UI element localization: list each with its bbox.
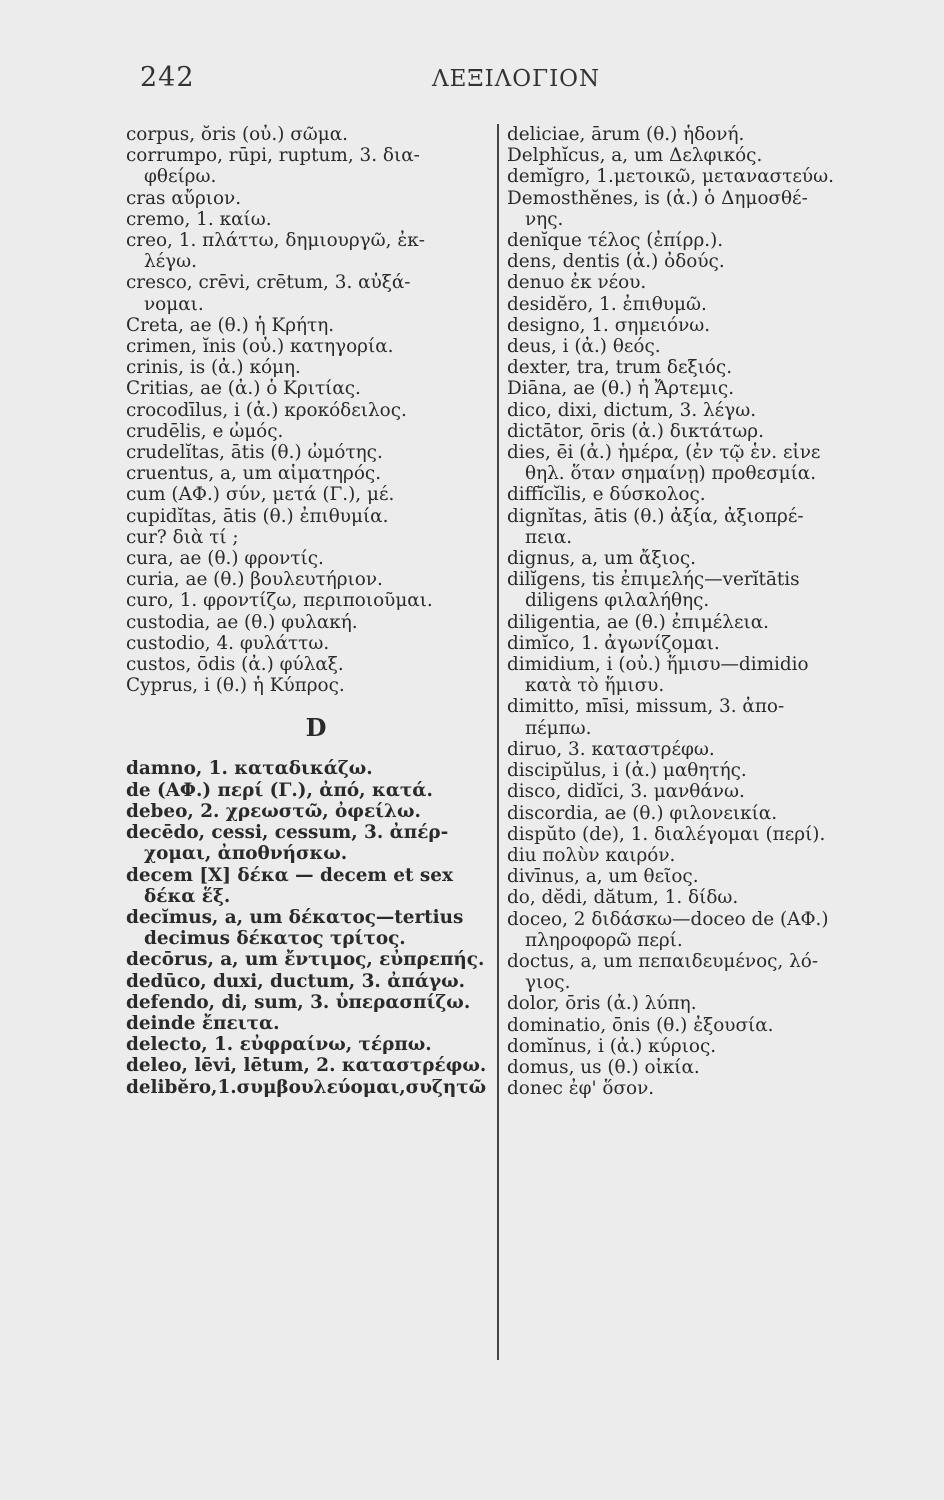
entry-headline: custodia, ae (θ.) φυλακή. xyxy=(126,611,358,633)
entry-headline: deleo, lēvi, lētum, 2. καταστρέφω. xyxy=(126,1055,487,1077)
dictionary-entry xyxy=(507,188,887,230)
entry-continuation: γιος. xyxy=(525,972,571,994)
dictionary-entry xyxy=(507,272,887,293)
entry-headline: Creta, ae (θ.) ἡ Κρήτη. xyxy=(126,314,335,336)
entry-headline: curia, ae (θ.) βουλευτήριον. xyxy=(126,569,383,591)
entry-headline: Demosthĕnes, is (ἀ.) ὁ Δημοσθέ- xyxy=(507,187,808,209)
entry-headline: divīnus, a, um θεῖος. xyxy=(507,866,699,888)
entry-continuation: diligens φιλαλήθης. xyxy=(525,590,710,612)
entry-headline: decĭmus, a, um δέκατος—tertius xyxy=(126,906,464,928)
dictionary-entry xyxy=(126,357,498,378)
dictionary-entry xyxy=(507,251,887,272)
entry-headline: doceo, 2 διδάσκω—doceo de (ΑΦ.) xyxy=(507,908,829,930)
entry-headline: deinde ἔπειτα. xyxy=(126,1012,280,1034)
dictionary-entry xyxy=(126,590,498,611)
entry-headline: dexter, tra, trum δεξιός. xyxy=(507,357,733,379)
dictionary-entry xyxy=(507,421,887,442)
entry-continuation: δέκα ἕξ. xyxy=(144,885,231,907)
entry-headline: dignĭtas, ātis (θ.) ἀξία, ἀξιοπρέ- xyxy=(507,505,804,527)
dictionary-entry xyxy=(507,909,887,951)
dictionary-entry xyxy=(507,124,887,145)
dictionary-entry xyxy=(507,357,887,378)
dictionary-entry xyxy=(126,675,498,696)
entry-headline: desidĕro, 1. ἐπιθυμῶ. xyxy=(507,293,707,315)
entry-headline: crinis, is (ἀ.) κόμη. xyxy=(126,357,301,379)
entry-headline: dispŭto (de), 1. διαλέγομαι (περί). xyxy=(507,823,826,845)
dictionary-entry xyxy=(507,336,887,357)
dictionary-entry xyxy=(126,272,498,314)
dictionary-entry xyxy=(126,971,498,992)
entry-headline: deliciae, ārum (θ.) ἡδονή. xyxy=(507,124,745,145)
dictionary-entry xyxy=(126,907,498,949)
entry-continuation: θηλ. ὅταν σημαίνῃ) προθεσμία. xyxy=(525,463,817,485)
entry-headline: dictātor, ōris (ἀ.) δικτάτωρ. xyxy=(507,420,764,442)
dictionary-entry xyxy=(126,801,498,822)
entry-headline: do, dĕdi, dătum, 1. δίδω. xyxy=(507,887,739,909)
dictionary-entry xyxy=(126,442,498,463)
dictionary-entry xyxy=(507,569,887,611)
dictionary-entry xyxy=(126,548,498,569)
dictionary-entry xyxy=(507,1078,887,1099)
left-entries-top xyxy=(126,124,498,696)
dictionary-entry xyxy=(126,527,498,548)
entry-headline: cura, ae (θ.) φροντίς. xyxy=(126,548,324,570)
dictionary-entry xyxy=(126,421,498,442)
dictionary-entry xyxy=(507,506,887,548)
dictionary-entry xyxy=(126,336,498,357)
entry-headline: damno, 1. καταδικάζω. xyxy=(126,758,373,780)
dictionary-entry xyxy=(507,696,887,738)
entry-headline: dedūco, duxi, ductum, 3. ἀπάγω. xyxy=(126,970,466,992)
entry-headline: de (ΑΦ.) περί (Γ.), ἀπό, κατά. xyxy=(126,779,433,801)
entry-continuation: νης. xyxy=(525,208,564,230)
entry-headline: disco, didĭci, 3. μανθάνω. xyxy=(507,781,745,803)
entry-headline: demĭgro, 1.μετοικῶ, μεταναστεύω. xyxy=(507,166,834,188)
entry-continuation: πεια. xyxy=(525,526,573,548)
left-entries-bottom xyxy=(126,758,498,1097)
dictionary-entry xyxy=(507,1015,887,1036)
dictionary-entry xyxy=(507,654,887,696)
entry-headline: crudēlis, e ὠμός. xyxy=(126,420,284,442)
dictionary-entry xyxy=(126,1055,498,1076)
entry-headline: designo, 1. σημειόνω. xyxy=(507,314,711,336)
dictionary-entry xyxy=(126,1013,498,1034)
entry-headline: deus, i (ἀ.) θεός. xyxy=(507,336,661,358)
entry-continuation: νομαι. xyxy=(144,293,204,315)
dictionary-entry xyxy=(507,230,887,251)
entry-headline: crudelĭtas, ātis (θ.) ὠμότης. xyxy=(126,442,383,464)
entry-headline: decēdo, cessi, cessum, 3. ἀπέρ- xyxy=(126,822,449,844)
dictionary-entry xyxy=(126,758,498,779)
entry-headline: dilĭgens, tis ἐπιμελής—verĭtātis xyxy=(507,569,800,591)
entry-headline: cruentus, a, um αἱματηρός. xyxy=(126,463,382,485)
dictionary-entry xyxy=(126,230,498,272)
dictionary-entry xyxy=(507,294,887,315)
page-number: 242 xyxy=(140,62,195,93)
dictionary-entry xyxy=(126,865,498,907)
entry-headline: dimidium, i (οὐ.) ἥμισυ—dimidio xyxy=(507,654,809,676)
entry-headline: Critias, ae (ἀ.) ὁ Κριτίας. xyxy=(126,378,361,400)
dictionary-entry xyxy=(507,612,887,633)
dictionary-entry xyxy=(507,378,887,399)
dictionary-entry xyxy=(126,780,498,801)
entry-headline: curo, 1. φροντίζω, περιποιοῦμαι. xyxy=(126,590,433,612)
dictionary-entry xyxy=(126,569,498,590)
entry-headline: cur? διὰ τί ; xyxy=(126,526,239,548)
entry-headline: crimen, ĭnis (οὐ.) κατηγορία. xyxy=(126,336,394,358)
dictionary-entry xyxy=(507,781,887,802)
entry-headline: debeo, 2. χρεωστῶ, ὀφείλω. xyxy=(126,800,421,822)
dictionary-entry xyxy=(507,803,887,824)
entry-headline: delecto, 1. εὐφραίνω, τέρπω. xyxy=(126,1034,432,1056)
entry-headline: custodio, 4. φυλάττω. xyxy=(126,632,330,654)
entry-headline: diruo, 3. καταστρέφω. xyxy=(507,738,715,760)
entry-headline: diligentia, ae (θ.) ἐπιμέλεια. xyxy=(507,611,769,633)
entry-headline: dimĭco, 1. ἀγωνίζομαι. xyxy=(507,632,720,654)
entry-headline: dignus, a, um ἄξιος. xyxy=(507,548,697,570)
dictionary-entry xyxy=(507,315,887,336)
entry-continuation: κατὰ τὸ ἥμισυ. xyxy=(525,675,665,697)
entry-headline: dolor, ōris (ἀ.) λύπη. xyxy=(507,993,697,1015)
column-divider xyxy=(497,124,499,1360)
dictionary-entry xyxy=(507,951,887,993)
entry-continuation: πέμπω. xyxy=(525,717,592,739)
entry-headline: custos, ōdis (ἀ.) φύλαξ. xyxy=(126,654,344,676)
dictionary-entry xyxy=(507,633,887,654)
dictionary-entry xyxy=(126,992,498,1013)
dictionary-entry xyxy=(126,633,498,654)
entry-headline: Delphĭcus, a, um Δελφικός. xyxy=(507,145,763,167)
dictionary-entry xyxy=(126,612,498,633)
dictionary-entry xyxy=(126,506,498,527)
entry-headline: dico, dixi, dictum, 3. λέγω. xyxy=(507,399,757,421)
dictionary-entry xyxy=(126,124,498,145)
entry-headline: doctus, a, um πεπαιδευμένος, λό- xyxy=(507,950,819,972)
dictionary-entry xyxy=(507,166,887,187)
entry-headline: decem [X] δέκα — decem et sex xyxy=(126,864,453,886)
entry-headline: corrumpo, rūpi, ruptum, 3. δια- xyxy=(126,145,420,167)
entry-continuation: λέγω. xyxy=(144,251,198,273)
entry-continuation: χομαι, ἀποθνήσκω. xyxy=(144,843,348,865)
entry-headline: cras αὔριον. xyxy=(126,187,242,209)
dictionary-entry xyxy=(126,378,498,399)
entry-headline: decōrus, a, um ἔντιμος, εὐπρεπής. xyxy=(126,949,485,971)
entry-headline: Diāna, ae (θ.) ἡ Ἄρτεμις. xyxy=(507,378,735,400)
entry-continuation: φθείρω. xyxy=(144,166,217,188)
entry-headline: cum (ΑΦ.) σύν, μετά (Γ.), μέ. xyxy=(126,484,395,506)
dictionary-entry xyxy=(507,548,887,569)
entry-headline: cupidĭtas, ātis (θ.) ἐπιθυμία. xyxy=(126,505,389,527)
entry-headline: cremo, 1. καίω. xyxy=(126,208,272,230)
entry-headline: domus, us (θ.) οἰκία. xyxy=(507,1056,700,1078)
dictionary-entry xyxy=(507,993,887,1014)
dictionary-entry xyxy=(507,145,887,166)
entry-headline: cresco, crēvi, crētum, 3. αὐξά- xyxy=(126,272,411,294)
dictionary-entry xyxy=(126,949,498,970)
entry-continuation: πληροφορῶ περί. xyxy=(525,929,683,951)
section-letter: D xyxy=(305,713,327,743)
dictionary-entry xyxy=(126,188,498,209)
entry-headline: crocodīlus, i (ἀ.) κροκόδειλος. xyxy=(126,399,407,421)
left-column xyxy=(126,124,498,1098)
entry-headline: discipŭlus, i (ἀ.) μαθητής. xyxy=(507,760,747,782)
entry-headline: domĭnus, i (ἀ.) κύριος. xyxy=(507,1035,717,1057)
entry-headline: diu πολὺν καιρόν. xyxy=(507,844,676,866)
dictionary-entry xyxy=(507,760,887,781)
entry-headline: donec ἐφ' ὅσον. xyxy=(507,1078,655,1100)
dictionary-entry xyxy=(126,484,498,505)
dictionary-entry xyxy=(507,739,887,760)
entry-headline: dimitto, mīsi, missum, 3. ἀπο- xyxy=(507,696,785,718)
entry-headline: delibĕro,1.συμβουλεύομαι,συζητῶ xyxy=(126,1076,487,1098)
dictionary-entry xyxy=(126,822,498,864)
dictionary-entry xyxy=(507,824,887,845)
dictionary-entry xyxy=(126,315,498,336)
entry-headline: dies, ēi (ἀ.) ἡμέρα, (ἐν τῷ ἑν. εἶνε xyxy=(507,442,821,464)
dictionary-entry xyxy=(507,484,887,505)
dictionary-entry xyxy=(126,463,498,484)
entry-headline: defendo, di, sum, 3. ὑπερασπίζω. xyxy=(126,991,471,1013)
dictionary-entry xyxy=(507,400,887,421)
entry-headline: creo, 1. πλάττω, δημιουργῶ, ἐκ- xyxy=(126,230,425,252)
dictionary-entry xyxy=(126,654,498,675)
dictionary-entry xyxy=(507,1036,887,1057)
dictionary-entry xyxy=(507,845,887,866)
running-head: ΛΕΞΙΛΟΓΙΟΝ xyxy=(432,66,601,92)
dictionary-entry xyxy=(126,400,498,421)
entry-headline: dens, dentis (ἀ.) ὀδούς. xyxy=(507,251,725,273)
entry-headline: Cyprus, i (θ.) ἡ Κύπρος. xyxy=(126,675,345,697)
dictionary-entry xyxy=(507,442,887,484)
entry-headline: discordia, ae (θ.) φιλονεικία. xyxy=(507,802,778,824)
entry-headline: diffĭcĭlis, e δύσκολος. xyxy=(507,484,706,506)
right-column xyxy=(507,124,887,1099)
dictionary-entry xyxy=(507,1057,887,1078)
entry-headline: denĭque τέλος (ἐπίρρ.). xyxy=(507,230,724,252)
right-entries xyxy=(507,124,887,1099)
dictionary-entry xyxy=(126,1077,498,1098)
dictionary-entry xyxy=(507,887,887,908)
entry-headline: dominatio, ōnis (θ.) ἐξουσία. xyxy=(507,1014,774,1036)
entry-continuation: decimus δέκατος τρίτος. xyxy=(144,928,406,950)
dictionary-entry xyxy=(126,145,498,187)
entry-headline: corpus, ŏris (οὐ.) σῶμα. xyxy=(126,124,348,145)
dictionary-entry xyxy=(126,1034,498,1055)
entry-headline: denuo ἐκ νέου. xyxy=(507,272,647,294)
dictionary-entry xyxy=(126,209,498,230)
dictionary-entry xyxy=(507,866,887,887)
